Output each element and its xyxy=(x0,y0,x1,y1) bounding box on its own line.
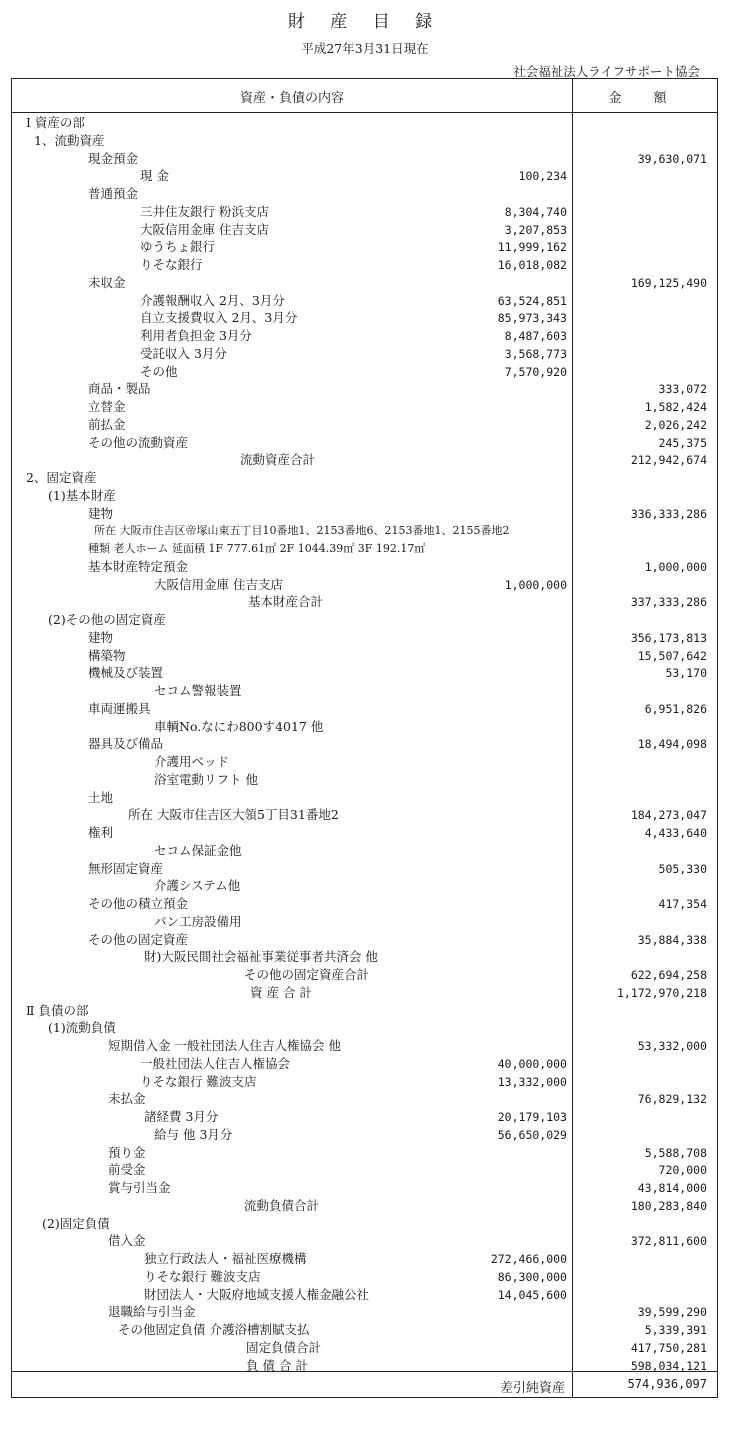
row-total-amount: 245,375 xyxy=(658,435,707,450)
row-total-amount: 184,273,047 xyxy=(630,808,707,823)
table-row xyxy=(12,167,717,185)
table-row xyxy=(12,1232,717,1250)
net-assets-label: 差引純資産 xyxy=(499,1381,565,1396)
row-label: 所在 大阪市住吉区大領5丁目31番地2 xyxy=(128,807,339,823)
table-row xyxy=(12,700,717,718)
row-detail-amount: 3,207,853 xyxy=(504,222,567,237)
row-detail-amount: 63,524,851 xyxy=(497,293,567,308)
table-row xyxy=(12,966,717,984)
row-label: 機械及び装置 xyxy=(88,665,164,681)
row-detail-amount: 20,179,103 xyxy=(497,1110,567,1124)
row-total-amount: 39,599,290 xyxy=(637,1305,707,1320)
table-row xyxy=(12,789,717,807)
row-total-amount: 53,332,000 xyxy=(637,1039,707,1053)
row-label: 基本財産合計 xyxy=(248,594,324,610)
row-total-amount: 333,072 xyxy=(658,382,707,397)
row-label: 給与 他 3月分 xyxy=(154,1126,233,1142)
row-label: 普通預金 xyxy=(88,186,139,201)
row-detail-amount: 8,487,603 xyxy=(504,329,567,343)
table-row xyxy=(12,1339,717,1357)
row-total-amount: 39,630,071 xyxy=(637,151,707,166)
table-row xyxy=(12,1286,717,1304)
row-label: 構築物 xyxy=(88,647,126,663)
row-label: 種類 老人ホーム 延面積 1F 777.61㎡ 2F 1044.39㎡ 3F 192.17㎡ xyxy=(88,542,426,555)
row-label: 所在 大阪市住吉区帝塚山東五丁目10番地1、2153番地6、2153番地1、2155番地2 xyxy=(94,524,510,538)
row-label: その他の固定資産 xyxy=(88,931,189,947)
table-row xyxy=(12,292,717,310)
row-label: パン工房設備用 xyxy=(154,913,242,929)
row-total-amount: 337,333,286 xyxy=(630,595,707,610)
row-detail-amount: 40,000,000 xyxy=(497,1056,567,1071)
organization-name: 社会福祉法人ライフサポート協会 xyxy=(513,64,700,79)
row-label: (1)基本財産 xyxy=(48,487,116,503)
row-label: Ⅰ 資産の部 xyxy=(26,115,85,130)
row-total-amount: 53,170 xyxy=(665,666,707,681)
row-label: 前払金 xyxy=(88,416,126,432)
table-row xyxy=(12,1090,717,1108)
row-label: 2、固定資産 xyxy=(26,470,97,485)
row-label: 大阪信用金庫 住吉支店 xyxy=(154,576,283,592)
row-label: 立替金 xyxy=(88,399,126,414)
table-row xyxy=(12,256,717,274)
table-row xyxy=(12,824,717,842)
table-row xyxy=(12,132,717,150)
table-row xyxy=(12,647,717,665)
row-label: 権利 xyxy=(88,825,114,840)
row-total-amount: 417,750,281 xyxy=(630,1340,707,1355)
row-label: りそな銀行 xyxy=(140,257,203,272)
table-row xyxy=(12,1126,717,1144)
row-label: 流動資産合計 xyxy=(240,452,316,468)
row-label: 商品・製品 xyxy=(88,381,151,397)
table-row xyxy=(12,487,717,505)
table-row xyxy=(12,806,717,824)
row-label: 利用者負担金 3月分 xyxy=(140,328,252,343)
table-row xyxy=(12,1179,717,1197)
row-detail-amount: 3,568,773 xyxy=(504,346,567,361)
table-row xyxy=(12,327,717,345)
asset-inventory-table xyxy=(11,78,718,1398)
table-row xyxy=(12,860,717,878)
row-detail-amount: 86,300,000 xyxy=(497,1269,567,1284)
row-label: 土地 xyxy=(88,789,114,805)
net-assets-row xyxy=(12,1371,717,1398)
row-label: 建物 xyxy=(88,629,114,645)
row-label: 1、流動資産 xyxy=(34,132,105,148)
table-row xyxy=(12,363,717,381)
row-total-amount: 76,829,132 xyxy=(637,1092,707,1107)
row-total-amount: 35,884,338 xyxy=(637,932,707,947)
row-total-amount: 372,811,600 xyxy=(630,1234,707,1249)
row-label: 一般社団法人住吉人権協会 xyxy=(140,1055,291,1071)
table-row xyxy=(12,1055,717,1073)
row-label: 諸経費 3月分 xyxy=(144,1109,219,1124)
row-detail-amount: 14,045,600 xyxy=(497,1287,567,1302)
table-row xyxy=(12,469,717,487)
row-label: 介護報酬収入 2月、3月分 xyxy=(140,292,285,308)
row-label: (2)固定負債 xyxy=(42,1215,110,1231)
row-label: (1)流動負債 xyxy=(48,1020,116,1036)
table-row xyxy=(12,718,717,736)
row-total-amount: 1,582,424 xyxy=(644,400,707,414)
row-total-amount: 5,339,391 xyxy=(644,1323,707,1337)
row-total-amount: 1,172,970,218 xyxy=(616,985,707,1000)
document-date: 平成27年3月31日現在 xyxy=(301,41,429,56)
row-total-amount: 18,494,098 xyxy=(637,737,707,752)
row-total-amount: 336,333,286 xyxy=(630,506,707,521)
row-total-amount: 4,433,640 xyxy=(644,826,707,840)
row-total-amount: 169,125,490 xyxy=(630,275,707,290)
row-total-amount: 505,330 xyxy=(658,861,707,876)
table-row xyxy=(12,611,717,629)
table-header xyxy=(12,79,717,113)
table-row xyxy=(12,1215,717,1233)
header-content-label: 資産・負債の内容 xyxy=(239,91,344,106)
row-label: 負 債 合 計 xyxy=(246,1357,308,1373)
table-row xyxy=(12,1073,717,1091)
table-row xyxy=(12,895,717,913)
table-row xyxy=(12,398,717,416)
table-row xyxy=(12,682,717,700)
row-total-amount: 720,000 xyxy=(658,1163,707,1178)
table-row xyxy=(12,1268,717,1286)
row-total-amount: 2,026,242 xyxy=(644,417,707,432)
table-row xyxy=(12,238,717,256)
row-label: その他 xyxy=(140,363,178,379)
row-total-amount: 212,942,674 xyxy=(630,453,707,468)
row-detail-amount: 56,650,029 xyxy=(497,1127,567,1142)
row-label: 介護システム他 xyxy=(154,878,241,894)
row-label: 未収金 xyxy=(88,274,126,290)
row-label: 大阪信用金庫 住吉支店 xyxy=(140,221,269,237)
table-row xyxy=(12,664,717,682)
table-row xyxy=(12,203,717,221)
row-total-amount: 5,588,708 xyxy=(644,1145,707,1160)
row-total-amount: 598,034,121 xyxy=(630,1358,707,1373)
table-row xyxy=(12,274,717,292)
row-label: りそな銀行 難波支店 xyxy=(144,1268,261,1284)
row-label: 無形固定資産 xyxy=(88,860,164,876)
row-label: その他の固定資産合計 xyxy=(244,967,370,982)
table-row xyxy=(12,1002,717,1020)
row-label: 器具及び備品 xyxy=(88,736,164,752)
table-row xyxy=(12,1303,717,1321)
table-row xyxy=(12,185,717,203)
row-detail-amount: 100,234 xyxy=(518,169,567,184)
table-row xyxy=(12,1019,717,1037)
row-label: 介護用ベッド xyxy=(154,754,230,769)
row-label: 受託収入 3月分 xyxy=(140,345,227,361)
row-label: 賞与引当金 xyxy=(108,1180,171,1195)
table-row xyxy=(12,877,717,895)
row-label: 借入金 xyxy=(108,1233,146,1249)
row-label: 財)大阪民間社会福祉事業従事者共済会 他 xyxy=(144,949,378,965)
row-label: 三井住友銀行 粉浜支店 xyxy=(140,203,269,219)
row-detail-amount: 16,018,082 xyxy=(497,258,567,272)
table-row xyxy=(12,913,717,931)
row-detail-amount: 8,304,740 xyxy=(504,204,567,219)
table-row xyxy=(12,558,717,576)
row-detail-amount: 11,999,162 xyxy=(497,240,567,255)
table-row xyxy=(12,1037,717,1055)
row-total-amount: 1,000,000 xyxy=(644,559,707,574)
table-row xyxy=(12,931,717,949)
table-row xyxy=(12,948,717,966)
row-label: 資 産 合 計 xyxy=(250,984,312,1000)
table-row xyxy=(12,576,717,594)
row-label: 独立行政法人・福祉医療機構 xyxy=(144,1251,307,1266)
row-label: 車両運搬具 xyxy=(88,700,151,716)
table-row xyxy=(12,771,717,789)
table-row xyxy=(12,540,717,558)
table-row xyxy=(12,1197,717,1215)
row-label: その他の積立預金 xyxy=(88,896,189,911)
document-title: 財 産 目 録 xyxy=(287,12,443,32)
row-label: 浴室電動リフト 他 xyxy=(154,771,258,787)
row-label: 退職給与引当金 xyxy=(108,1304,196,1320)
row-label: その他の流動資産 xyxy=(88,434,189,450)
row-detail-amount: 13,332,000 xyxy=(497,1074,567,1089)
row-label: 未払金 xyxy=(108,1091,146,1107)
row-label: りそな銀行 難波支店 xyxy=(140,1073,257,1089)
net-assets-amount: 574,936,097 xyxy=(627,1377,707,1391)
row-label: 現 金 xyxy=(140,168,169,184)
table-row xyxy=(12,380,717,398)
row-label: 前受金 xyxy=(108,1162,146,1178)
table-row xyxy=(12,416,717,434)
table-row xyxy=(12,1321,717,1339)
table-row xyxy=(12,842,717,860)
table-row xyxy=(12,753,717,771)
table-row xyxy=(12,1250,717,1268)
table-row xyxy=(12,522,717,540)
row-label: (2)その他の固定資産 xyxy=(48,612,166,627)
table-row xyxy=(12,593,717,611)
table-row xyxy=(12,345,717,363)
row-label: 預り金 xyxy=(108,1144,146,1160)
row-label: 現金預金 xyxy=(88,150,139,166)
row-label: 建物 xyxy=(88,505,114,521)
row-label: セコム警報装置 xyxy=(154,683,242,698)
table-row xyxy=(12,150,717,168)
table-row xyxy=(12,1144,717,1162)
row-total-amount: 417,354 xyxy=(658,897,707,911)
table-row xyxy=(12,629,717,647)
table-row xyxy=(12,505,717,523)
row-total-amount: 6,951,826 xyxy=(644,701,707,716)
table-row xyxy=(12,221,717,239)
row-total-amount: 622,694,258 xyxy=(630,968,707,982)
row-label: その他固定負債 介護浴槽割賦支払 xyxy=(118,1322,310,1337)
row-detail-amount: 1,000,000 xyxy=(504,577,567,592)
row-label: 自立支援費収入 2月、3月分 xyxy=(140,310,298,326)
row-total-amount: 43,814,000 xyxy=(637,1181,707,1195)
row-detail-amount: 272,466,000 xyxy=(490,1252,567,1266)
row-label: 短期借入金 一般社団法人住吉人権協会 他 xyxy=(108,1038,341,1053)
row-label: 基本財産特定預金 xyxy=(88,558,189,574)
table-row xyxy=(12,735,717,753)
row-label: 固定負債合計 xyxy=(246,1339,322,1355)
row-total-amount: 356,173,813 xyxy=(630,630,707,645)
table-row xyxy=(12,114,717,132)
table-row xyxy=(12,434,717,452)
row-detail-amount: 85,973,343 xyxy=(497,311,567,326)
table-row xyxy=(12,1161,717,1179)
header-amount-label: 金 額 xyxy=(608,91,681,106)
row-total-amount: 15,507,642 xyxy=(637,648,707,663)
table-row xyxy=(12,451,717,469)
row-label: 財団法人・大阪府地域支援人権金融公社 xyxy=(144,1286,370,1302)
row-label: ゆうちょ銀行 xyxy=(140,239,216,255)
table-row xyxy=(12,984,717,1002)
row-label: 流動負債合計 xyxy=(244,1197,320,1213)
row-label: セコム保証金他 xyxy=(154,842,242,858)
row-label: Ⅱ 負債の部 xyxy=(26,1002,89,1018)
row-total-amount: 180,283,840 xyxy=(630,1198,707,1213)
table-row xyxy=(12,309,717,327)
row-detail-amount: 7,570,920 xyxy=(504,364,567,379)
table-row xyxy=(12,1108,717,1126)
row-label: 車輌No.なにわ800す4017 他 xyxy=(154,718,324,734)
